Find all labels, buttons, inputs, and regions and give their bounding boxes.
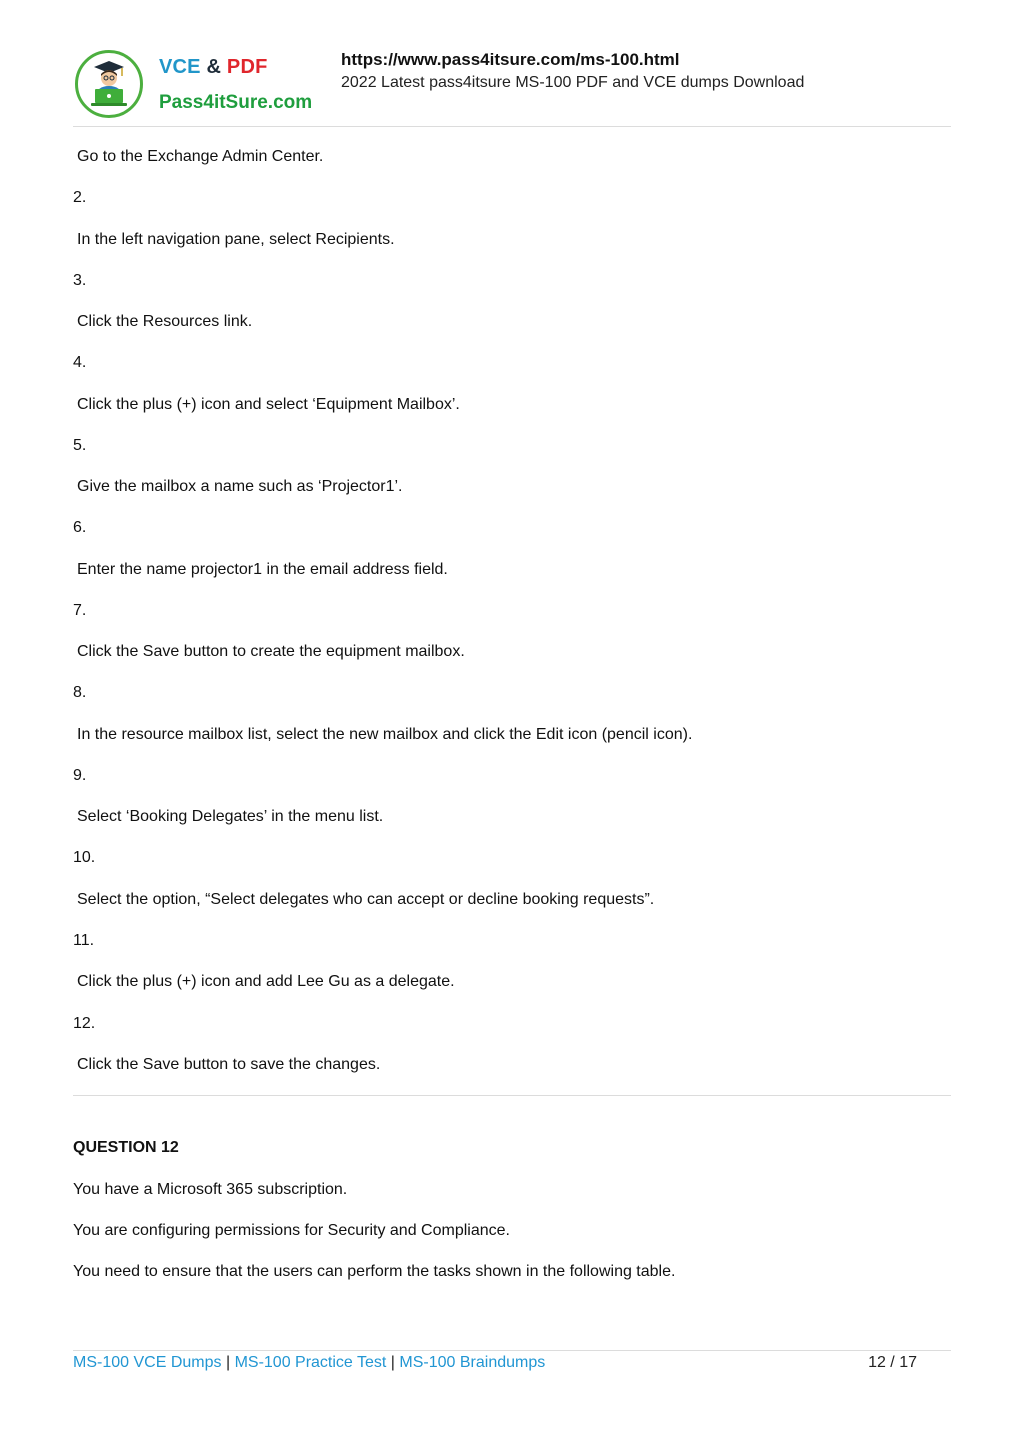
step-text: In the resource mailbox list, select the new mailbox and click the Edit icon (pencil icon).: [77, 726, 693, 743]
step-text: Click the plus (+) icon and select ‘Equipment Mailbox’.: [77, 396, 460, 413]
step-number: 6.: [73, 519, 87, 536]
header-url: https://www.pass4itsure.com/ms-100.html: [341, 50, 680, 69]
step-number: 10.: [73, 849, 96, 866]
step-text: Give the mailbox a name such as ‘Projector1’.: [77, 478, 403, 495]
step-text: In the left navigation pane, select Recipients.: [77, 231, 395, 248]
graduate-laptop-icon: [78, 53, 140, 115]
header-subtitle: 2022 Latest pass4itsure MS-100 PDF and VCE dumps Download: [341, 74, 805, 91]
step-number: 5.: [73, 437, 87, 454]
question-title: QUESTION 12: [73, 1139, 179, 1156]
step-text: Select the option, “Select delegates who can accept or decline booking requests”.: [77, 891, 655, 908]
question-line: You are configuring permissions for Security and Compliance.: [73, 1222, 510, 1239]
logo-vce-pdf-text: VCE & PDF: [159, 56, 268, 78]
step-number: 12.: [73, 1015, 96, 1032]
step-text: Click the plus (+) icon and add Lee Gu as a delegate.: [77, 973, 455, 990]
logo-brand-text: Pass4itSure.com: [159, 92, 313, 113]
step-text: Click the Resources link.: [77, 313, 253, 330]
footer-links: [73, 1353, 545, 1373]
step-number: 7.: [73, 602, 87, 619]
footer-separator: |: [390, 1354, 395, 1371]
step-text: Enter the name projector1 in the email address field.: [77, 561, 448, 578]
step-number: 9.: [73, 767, 87, 784]
step-number: 2.: [73, 189, 87, 206]
step-number: 8.: [73, 684, 87, 701]
step-text: Select ‘Booking Delegates’ in the menu list.: [77, 808, 384, 825]
step-text: Click the Save button to create the equipment mailbox.: [77, 643, 465, 660]
step-text: Click the Save button to save the changes.: [77, 1056, 381, 1073]
step-number: 3.: [73, 272, 87, 289]
pass4itsure-logo: [73, 48, 318, 124]
footer-link-vce-dumps[interactable]: MS-100 VCE Dumps: [73, 1354, 222, 1371]
step-text: Go to the Exchange Admin Center.: [77, 148, 324, 165]
page-footer: [73, 1350, 951, 1391]
page-header: [73, 44, 951, 127]
question-line: You have a Microsoft 365 subscription.: [73, 1181, 348, 1198]
footer-link-practice-test[interactable]: MS-100 Practice Test: [234, 1354, 387, 1371]
question-line: You need to ensure that the users can perform the tasks shown in the following table.: [73, 1263, 676, 1280]
section-divider: [73, 1095, 951, 1096]
logo-badge-icon: [75, 50, 143, 118]
footer-separator: |: [225, 1354, 231, 1371]
page-number: 12 / 17: [868, 1354, 917, 1371]
footer-link-braindumps[interactable]: MS-100 Braindumps: [399, 1354, 546, 1371]
step-number: 11.: [73, 932, 95, 949]
step-number: 4.: [73, 354, 87, 371]
